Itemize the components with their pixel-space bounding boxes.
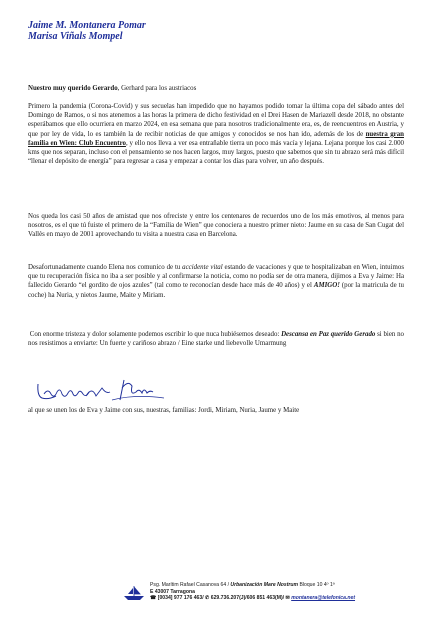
p3-text-3: (por la matricula de tu coche) ha Nuria, y nietos Jaume, Maite y Miriam. — [28, 282, 404, 299]
email-link[interactable]: montanera@telefonica.net — [291, 595, 356, 602]
letter-footer — [150, 582, 410, 602]
salutation-rest: , Gerhard para los austriacos — [117, 85, 197, 92]
p4-bold-italic: Descansa en Paz querido Gerado — [281, 331, 376, 338]
p4-text-2: si bien no nos resistimos a enviarte: Un fuerte y cariñoso abrazo / Eine starke und liebevolle Umarmung — [28, 331, 404, 348]
footer-city: E 43007 Tarragona — [150, 588, 195, 595]
p1-text-2: , y ello nos lleva a ver esa entrañable tierra un poco más vacía y lejana. Lejana porque los casi 2.000 kms que nos separan, incluso con el pensamiento se nos hacen largos, muy largos, puesto que sabemos que sin tu abrazo será más difícil “llenar el depósito de energía” para regresar a casa y empezar a contar los días para volver, un año después. — [28, 139, 404, 166]
salutation-bold: Nuestro muy querido Gerardo — [28, 85, 118, 92]
sender-name-2: Marisa Viñals Mompel — [28, 31, 123, 42]
sender-name-1: Jaime M. Montanera Pomar — [28, 20, 146, 31]
paragraph-1 — [28, 102, 404, 166]
paragraph-4 — [28, 330, 404, 348]
paragraph-2: Nos queda los casi 50 años de amistad que nos ofreciste y entre los centenares de recuerdos uno de los más emotivos, al menos para nosotros, es el que tú fuiste el primero de la “Familia de Wien” que conociera a nuestro primer nieto: Jaume en su casa de San Cugat del Vallès en mayo de 2001 aprovechando tu visita a nuestra casa en Barcelona. — [28, 213, 404, 239]
ship-logo-icon — [122, 584, 146, 602]
footer-contact: ☎ [0034] 977 176 463/ ✆ 629.736.207(J)/606 851 463(M)/ ✉ montanera@telefonica.net — [150, 595, 356, 602]
closing-line: al que se unen los de Eva y Jaime con sus, nuestras, familias: Jordi, Miriam, Nuria, Jaume y Maite — [28, 407, 300, 414]
p3-text-1: Desafortunadamente cuando Elena nos comunico de tu — [28, 264, 183, 271]
salutation — [28, 84, 196, 93]
club-link: nuestra gran familia en Wien: Club Encuentro — [28, 130, 404, 147]
p3-text-2: estando de vacaciones y que te hospitalizaban en Wien, intuimos que tu recuperación física no iba a ser posible y al confirmarse la noticia, como no podía ser de otra manera, dijimos a Eva y Jaime: Ha fallecido Gerardo “el gordito de ojos azules” (tal como te reconocían desde hace más de 40 años) y el — [28, 264, 404, 290]
footer-address: Psg. Marítim Rafael Casanova 64 / Urbanización Mare Nostrum Bloque 10 4º 1ª — [150, 582, 335, 588]
p1-text-1: Primero la pandemia (Corona-Covid) y sus secuelas han impedido que no hayamos podido tomar la última copa del sábado antes del Domingo de Ramos, o si nos atenemos a las horas la primera de dicho festividad en el Drei Hasen de Mariazell desde 2018, no obstante esperábamos que ello ocurriera en marzo 2024, en esa semana que para nosotros tradicionalmente era, es, de reencuentros en Austria, y que por ley de vida, lo es también la de recibir noticias de que amigos y conocidos se nos han ido, además de los de — [28, 103, 404, 138]
letter-header — [28, 20, 146, 42]
handwritten-signature — [34, 376, 174, 404]
paragraph-3 — [28, 263, 404, 300]
p3-amigo: AMIGO! — [313, 282, 340, 290]
p3-italic: accidente vital — [182, 264, 223, 271]
p4-text-1: Con enorme tristeza y dolor solamente podemos escribir lo que nuca hubiésemos deseado: — [29, 331, 282, 338]
